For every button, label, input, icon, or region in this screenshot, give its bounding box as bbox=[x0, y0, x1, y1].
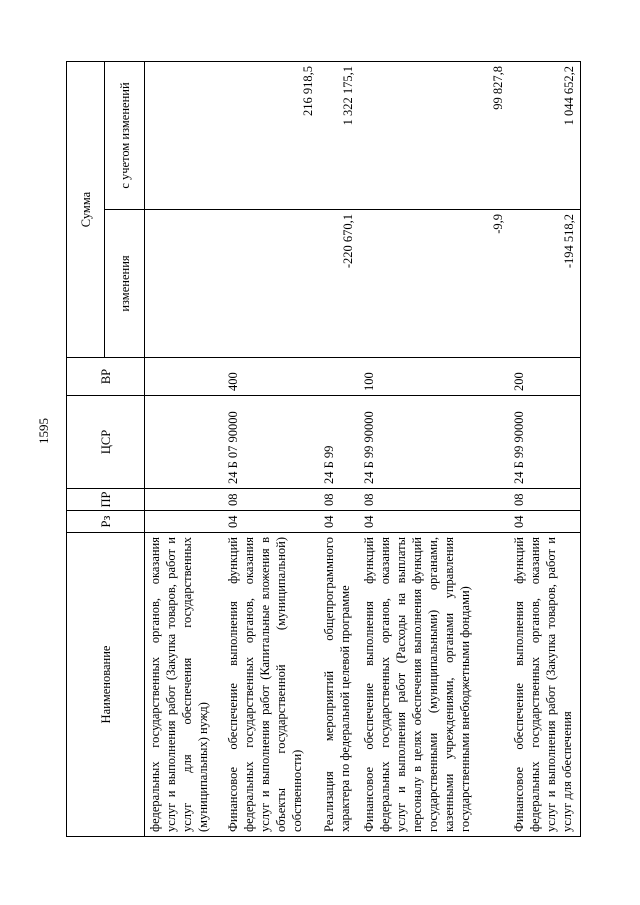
row-change: -9,9 bbox=[359, 210, 509, 358]
row-name: федеральных государственных органов, оказания услуг и выполнения работ (Закупка товаров, работ и услуг для обеспечения государственных (муниципальных) нужд) bbox=[145, 533, 223, 837]
table-row bbox=[509, 62, 581, 837]
row-with-change: 216 918,5 bbox=[223, 62, 319, 210]
header-rz: Рз bbox=[67, 511, 145, 533]
table-row bbox=[319, 62, 359, 837]
row-csr bbox=[145, 396, 223, 489]
row-pr: 08 bbox=[223, 489, 319, 511]
row-pr: 08 bbox=[359, 489, 509, 511]
row-name: Реализация мероприятий общепрограммного характера по федеральной целевой программе bbox=[319, 533, 359, 837]
row-rz: 04 bbox=[359, 511, 509, 533]
row-csr: 24 Б 07 90000 bbox=[223, 396, 319, 489]
row-pr bbox=[145, 489, 223, 511]
row-rz: 04 bbox=[319, 511, 359, 533]
row-vr: 200 bbox=[509, 358, 581, 396]
row-name: Финансовое обеспечение выполнения функций федеральных государственных органов, оказания услуг и выполнения работ (Капитальные вложения в объекты государственной (муниципальной) собственности) bbox=[223, 533, 319, 837]
row-change: -194 518,2 bbox=[509, 210, 581, 358]
header-name: Наименование bbox=[67, 533, 145, 837]
row-rz: 04 bbox=[509, 511, 581, 533]
row-with-change: 99 827,8 bbox=[359, 62, 509, 210]
row-vr bbox=[319, 358, 359, 396]
row-csr: 24 Б 99 90000 bbox=[509, 396, 581, 489]
budget-table bbox=[66, 61, 581, 837]
row-vr: 400 bbox=[223, 358, 319, 396]
header-sum: Сумма bbox=[67, 62, 105, 358]
row-rz: 04 bbox=[223, 511, 319, 533]
header-pr: ПР bbox=[67, 489, 145, 511]
row-change: -220 670,1 bbox=[319, 210, 359, 358]
row-vr: 100 bbox=[359, 358, 509, 396]
row-with-change: 1 322 175,1 bbox=[319, 62, 359, 210]
row-with-change: 1 044 652,2 bbox=[509, 62, 581, 210]
row-vr bbox=[145, 358, 223, 396]
page-number: 1595 bbox=[36, 418, 51, 444]
row-change bbox=[145, 210, 223, 358]
header-csr: ЦСР bbox=[67, 396, 145, 489]
table-row bbox=[223, 62, 319, 837]
row-name: Финансовое обеспечение выполнения функций федеральных государственных органов, оказания услуг и выполнения работ (Расходы на выплаты персоналу в целях обеспечения выполнения функций государственными (муниципальными) органами, казенными учреждениями, органами управления государственными внебюджетными фондами) bbox=[359, 533, 509, 837]
row-csr: 24 Б 99 bbox=[319, 396, 359, 489]
header-with-change: с учетом изменений bbox=[105, 62, 145, 210]
row-pr: 08 bbox=[319, 489, 359, 511]
header-vr: ВР bbox=[67, 358, 145, 396]
row-rz bbox=[145, 511, 223, 533]
table-row bbox=[359, 62, 509, 837]
row-pr: 08 bbox=[509, 489, 581, 511]
row-with-change bbox=[145, 62, 223, 210]
row-change bbox=[223, 210, 319, 358]
rotated-page-content bbox=[66, 62, 580, 837]
table-row bbox=[145, 62, 223, 837]
row-name: Финансовое обеспечение выполнения функций федеральных государственных органов, оказания услуг и выполнения работ (Закупка товаров, работ и услуг для обеспечения bbox=[509, 533, 581, 837]
row-csr: 24 Б 99 90000 bbox=[359, 396, 509, 489]
header-change: изменения bbox=[105, 210, 145, 358]
